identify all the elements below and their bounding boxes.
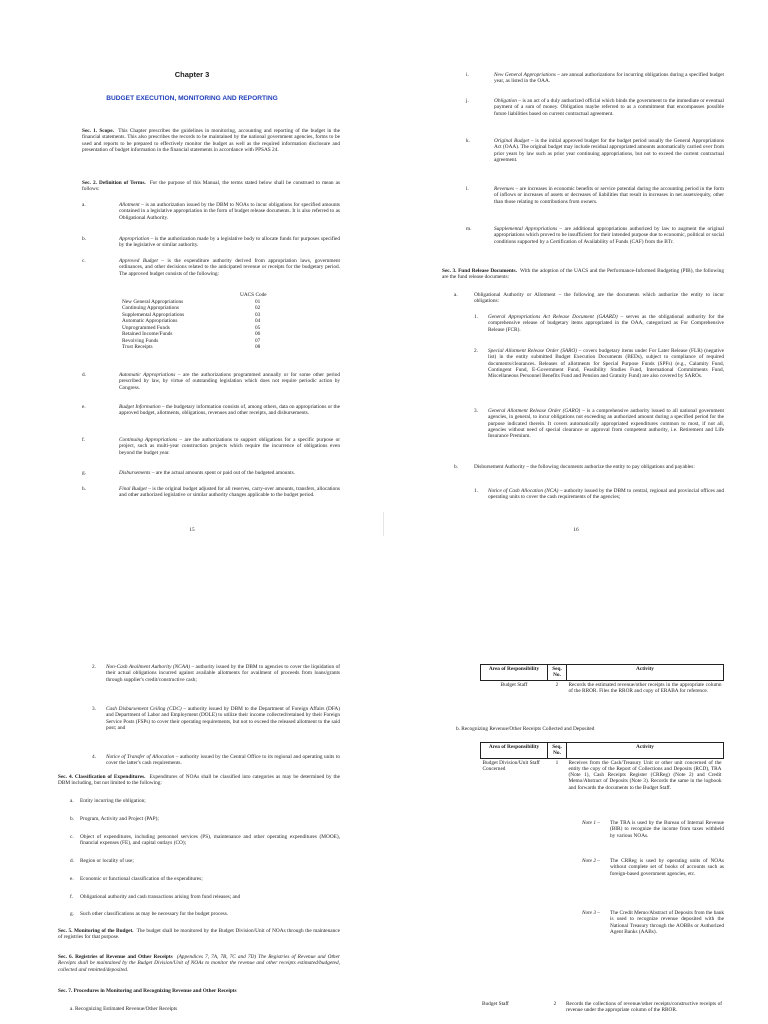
definition-label: k.	[466, 138, 470, 144]
item-label: 4.	[92, 754, 96, 760]
definition-label: f.	[82, 437, 86, 443]
item-term: Notice of Transfer of Allocation	[106, 754, 175, 760]
definition-text: – are the actual amounts spent or paid out of the budgeted amounts.	[151, 470, 295, 476]
expenditure-class-e	[70, 876, 340, 882]
table-header-row	[481, 743, 724, 759]
sec7-heading: Sec. 7. Procedures in Monitoring and Recognizing Revenue and Other Receipts	[58, 988, 237, 994]
header-activity: Activity	[567, 743, 724, 759]
definition-label: a.	[82, 202, 86, 208]
item-term: Non-Cash Availment Authority (NCAA)	[106, 664, 190, 670]
definition-term: Budget Information	[119, 404, 161, 410]
definition-text: – is the original budget adjusted for all reserves, carry-over amounts, transfers, allocations and other authorized legislative or similar authority changes applicable to the budget period.	[119, 486, 340, 499]
definition-text: – are the authorizations programmed annually or for some other period prescribed by law, by virtue of outstanding legislation which does not require periodic action by Congress.	[119, 372, 340, 391]
definition-term: Appropriation	[119, 236, 150, 242]
item-text: – authority issued by the DBM to central, regional and provincial offices and operating units to cover the cash requirements of the agencies;	[488, 488, 725, 501]
definition-term: Approved Budget	[119, 258, 158, 264]
definition-label: d.	[82, 372, 86, 378]
definition-text: – is an act of a duly authorized official which binds the government to the immediate or eventual payment of a sum of money. Obligation maybe referred to as a commitment that encompasses possible future liabilities based on current contractual agreement.	[494, 98, 724, 117]
uacs-code-row: Automatic Appropriations 04	[122, 318, 261, 324]
item-term: Notice of Cash Allocation (NCA)	[488, 488, 559, 494]
table-row: Budget Division/Unit Staff Concerned 1 Receives from the Cash/Treasury Unit or other unit concerned of the entity the copy of the Report of Collections and Deposits (RCD), TRA (Note 1), Cash Receipts Register (CRReg) (Note 2) and Credit Memo/Abstract of Deposits (Note 3). Records the same in the logbook and forwards the documents to the Budget Staff.	[482, 759, 722, 791]
definition-text: – the budgetary information consists of, among others, data on appropriations or the approved budget, allotments, obligations, revenues and other receipts, and disbursements.	[119, 404, 340, 417]
sec3-paragraph	[442, 268, 724, 281]
fund-doc-saro	[474, 348, 724, 379]
item-text: – authority issued by the DBM to agencies to cover the liquidation of their actual obligations incurred against available allotments for availment of proceeds from loans/grants through supplier's credit/constructive cash;	[106, 664, 340, 683]
item-text: Obligational Authority or Allotment – the following are the documents which authorize the entity to incur obligations:	[474, 292, 724, 305]
definition-j	[466, 98, 724, 117]
definition-d	[82, 372, 340, 391]
activity-table-recording	[480, 1000, 724, 1015]
definition-term: Final Budget	[119, 486, 147, 492]
sec4-text: Expenditures of NOAs shall be classified into categories as may be determined by the DBM including, but not limited to the following:	[58, 774, 340, 787]
definition-l	[466, 186, 724, 205]
definition-m	[466, 226, 724, 245]
item-label: b.	[70, 816, 74, 822]
definition-text: – is an authorization issued by the DBM to NOAs to incur obligations for specified amounts contained in a legislative appropriation in the form of budget release documents. It is also referred to as Obligational Authority.	[119, 202, 340, 221]
item-text: – is a comprehensive authority issued to all national government agencies, in general, to incur obligations not exceeding an authorized amount during a specified period for the purpose indicated therein. It covers automatically appropriated expenditures common to most, if not all, agencies without need of special clearance or approval from competent authority, i.e. Retirement and Life Insurance Premium.	[488, 408, 725, 440]
disbursement-doc-ncaa	[92, 664, 340, 683]
item-text: Obligational authority and cash transactions arising from fund releases; and	[80, 894, 241, 900]
definition-i	[466, 72, 724, 85]
sec5-paragraph	[58, 928, 340, 941]
item-text: Disbursement Authority – the following documents authorize the entity to pay obligations and payables:	[474, 464, 695, 470]
header-area: Area of Responsibility	[481, 743, 548, 759]
expenditure-class-g	[70, 911, 340, 917]
item-text: Program, Activity and Project (PAP);	[80, 816, 159, 822]
uacs-code-header: UACS Code	[240, 292, 267, 298]
note-2	[582, 858, 724, 877]
sec6-heading: Sec. 6. Registries of Revenue and Other Receipts	[58, 954, 173, 960]
expenditure-class-c	[70, 834, 340, 847]
uacs-code-row: Continuing Appropriations 02	[122, 305, 261, 311]
note-text: The TRA is used by the Bureau of Internal Revenue (BIR) to recognize the income from taxes withheld by various NOAs.	[610, 820, 724, 839]
item-label: c.	[70, 834, 74, 840]
definition-term: Disbursements	[119, 470, 151, 476]
sec3-text: With the adoption of the UACS and the Performance-Informed Budgeting (PIB), the following are the fund release documents:	[442, 268, 724, 281]
header-seq: Seq. No.	[548, 665, 567, 681]
definition-k	[466, 138, 724, 163]
sec2-paragraph	[82, 180, 340, 193]
definition-label: g.	[82, 470, 86, 476]
item-text: – authority issued by DBM to the Department of Foreign Affairs (DFA) and Department of Labor and Employment (DOLE) to utilize their income collected/retained by their Foreign Service Posts (FSPs) to cover their operating requirements, but not to exceed the released allotment to the said post; and	[106, 706, 340, 731]
definition-text: – is the authorization made by a legislative body to allocate funds for purposes specified by the legislative or similar authority.	[119, 236, 341, 249]
disbursement-doc-nta	[92, 754, 340, 767]
sec4-heading: Sec. 4. Classification of Expenditures.	[58, 774, 146, 780]
document-page-15	[0, 0, 384, 512]
definition-term: Automatic Appropriations	[119, 372, 176, 378]
chapter-title: BUDGET EXECUTION, MONITORING AND REPORTING	[106, 95, 278, 102]
definition-term: New General Appropriations	[494, 72, 556, 78]
definition-b	[82, 236, 340, 249]
item-term: General Allotment Release Order (GARO)	[488, 408, 581, 414]
uacs-code-list	[122, 292, 282, 351]
sec1-heading: Sec. 1. Scope.	[82, 128, 114, 134]
definition-label: m.	[466, 226, 472, 232]
item-label: g.	[70, 911, 74, 917]
expenditure-class-d	[70, 858, 340, 864]
item-label: 3.	[474, 408, 478, 414]
item-text: Object of expenditures, including personnel services (PS), maintenance and other operating expenditures (MOOE), financial expenses (FE), and capital outlays (CO);	[80, 834, 340, 847]
expenditure-class-f	[70, 894, 340, 900]
item-text: Entity incurring the obligation;	[80, 798, 146, 804]
header-area: Area of Responsibility	[481, 665, 548, 681]
definition-text: – are additional appropriations authorized by law to augment the original appropriations which proved to be insufficient for their intended purpose due to economic, political or social conditions supported by a Certification of Availability of Funds (CAF) from the BTr.	[494, 226, 724, 245]
item-text: – authority issued by the Central Office to its regional and operating units to cover the latter's cash requirements.	[106, 754, 341, 767]
definition-h	[82, 486, 340, 499]
note-text: The CRReg is used by operating units of NOAs without complete set of books of accounts such as foreign-based government agencies, etc.	[610, 858, 724, 877]
sec5-heading: Sec. 5. Monitoring of the Budget.	[58, 928, 134, 934]
definition-a	[82, 202, 340, 221]
definition-label: c.	[82, 258, 86, 264]
item-label: a.	[454, 292, 458, 298]
uacs-code-row: Retained Income/Funds 06	[122, 331, 261, 337]
item-label: 1.	[474, 314, 478, 320]
table-header-row	[481, 665, 724, 681]
page-number-15: 15	[189, 527, 195, 533]
definition-c	[82, 258, 340, 277]
table-row: Budget Staff 2 Records the estimated revenue/other receipts in the appropriate column of the RROR. Files the RROR and copy of ERABA for reference.	[500, 681, 722, 694]
item-label: e.	[70, 876, 74, 882]
item-term: General Appropriations Act Release Document (GAARD)	[488, 314, 618, 320]
definition-text: – are the authorizations to support obligations for a specific purpose or project, such as multi-year construction projects which require the incurrence of obligations even beyond the budget year.	[119, 437, 341, 456]
sec1-text: This Chapter prescribes the guidelines in monitoring, accounting and reporting of the budget in the financial statements. This also prescribes the records to be maintained by the national government agencies, forms to be used and reports to be prepared to effectively monitor the budget as well as the required information disclosure and presentation of budget information in the financial statements in accordance with PPSAS 24.	[82, 128, 340, 153]
expenditure-class-b	[70, 816, 340, 822]
disbursement-doc-cdc	[92, 706, 340, 731]
note-1	[582, 820, 724, 839]
sec2-text: For the purpose of this Manual, the terms stated below shall be construed to mean as follows:	[82, 180, 341, 193]
definition-f	[82, 437, 340, 456]
definition-label: i.	[466, 72, 469, 78]
uacs-code-row: Unprogrammed Funds 05	[122, 324, 261, 331]
definition-label: j.	[466, 98, 469, 104]
item-label: 3.	[92, 706, 96, 712]
item-label: 2.	[92, 664, 96, 670]
item-text: Region or locality of use;	[80, 858, 134, 864]
fund-doc-gaard	[474, 314, 724, 333]
header-seq: Seq. No.	[548, 743, 567, 759]
uacs-code-row: New General Appropriations 01	[122, 298, 261, 305]
uacs-code-row: Revolving Funds 07	[122, 337, 261, 344]
item-label: f.	[70, 894, 74, 900]
item-text: – serves as the obligational authority for the comprehensive release of budgetary items appropriated in the OAA, categorized as For Comprehensive Release (FCR).	[488, 314, 724, 333]
activity-table-estimated	[480, 664, 724, 695]
item-label: a.	[70, 798, 74, 804]
note-label: Note 3 –	[582, 910, 600, 916]
sec6-text: (Appendices 7, 7A, 7B, 7C and 7D) The Registries of Revenue and Other Receipts shall be maintained by the Budget Division/Unit of NOAs to monitor the revenue and other receipts estimated/budgeted, collected and remitted/deposited.	[58, 954, 340, 973]
item-text: – covers budgetary items under For Later Release (FLR) (negative list) in the entity submitted Budget Execution Documents (BEDs), subject to compliance of required documents/clearances. Releases of allotments for Special Purpose Funds (SPFs) (e.g., Calamity Fund, Contingent Fund, E-Government Fund, Feasibility Studies Fund, International Commitments Fund, Miscellaneous Personnel Benefits Fund and Pension and Gratuity Fund) are also covered by SAROs.	[488, 348, 724, 380]
expenditure-class-a	[70, 798, 340, 804]
definition-g	[82, 470, 340, 476]
definition-text: – is the expenditure authority derived from appropriation laws, government ordinances, and other decisions related to the anticipated revenue or receipts for the budgetary period. The approved budget consists of the following:	[119, 258, 340, 277]
definition-e	[82, 404, 340, 417]
sec4-paragraph	[58, 774, 340, 787]
document-page-18	[384, 536, 768, 1024]
definition-label: l.	[466, 186, 469, 192]
fund-doc-garo	[474, 408, 724, 439]
definition-text: – are annual authorizations for incurring obligations during a specified budget year, as listed in the OAA.	[494, 72, 724, 85]
chapter-heading: Chapter 3	[174, 70, 210, 79]
item-label: 2.	[474, 348, 478, 354]
document-page-17	[0, 536, 384, 1024]
item-label: d.	[70, 858, 74, 864]
definition-label: b.	[82, 236, 86, 242]
table-row: Budget Staff 2 Records the collections of revenue/other receipts/constructive receipts of revenue under the appropriate column of the RROR.	[482, 1001, 722, 1014]
disbursement-authority-item	[454, 464, 724, 470]
sec7-item-a: a. Recognizing Estimated Revenue/Other Receipts	[70, 1006, 178, 1012]
section-b-heading: b. Recognizing Revenue/Other Receipts Collected and Deposited	[456, 726, 595, 732]
note-text: The Credit Memo/Abstract of Deposits from the bank is used to recognize revenue deposited with the National Treasury through the AOBBs or Authorized Agent Banks (AABs).	[610, 910, 725, 935]
uacs-code-row: Supplemental Appropriations 03	[122, 311, 261, 318]
sec1-paragraph	[82, 128, 340, 153]
definition-text: – is the initial approved budget for the budget period usually the General Appropriations Act (OAA). The original budget may include residual appropriated amounts automatically carried over from prior years by law such as prior year continuing appropriations, but not to exceed the current contractual agreement.	[494, 138, 724, 163]
uacs-code-row: Trust Receipts 08	[122, 344, 261, 350]
item-term: Cash Disbursement Ceiling (CDC)	[106, 706, 182, 712]
item-term: Special Allotment Release Order (SARO)	[488, 348, 577, 354]
definition-term: Continuing Appropriations	[119, 437, 178, 443]
sec6-paragraph	[58, 954, 340, 973]
sec5-text: The budget shall be monitored by the Budget Division/Unit of NOAs through the maintenance of registries for that purpose.	[58, 928, 340, 941]
item-text: Economic or functional classification of the expenditures;	[80, 876, 203, 882]
sec2-heading: Sec. 2. Definition of Terms.	[82, 180, 146, 186]
header-activity: Activity	[567, 665, 724, 681]
definition-term: Allotment	[119, 202, 140, 208]
sec3-heading: Sec. 3. Fund Release Documents.	[442, 268, 517, 274]
note-label: Note 1 –	[582, 820, 600, 826]
document-page-16	[384, 0, 768, 512]
definition-label: h.	[82, 486, 86, 492]
definition-text: – are increases in economic benefits or service potential during the accounting period in the form of inflows or increases of assets or decreases of liabilities that result in increases in net assets/equity, other than those relating to contributions from owners.	[494, 186, 724, 205]
note-3	[582, 910, 724, 935]
note-label: Note 2 –	[582, 858, 600, 864]
obligational-authority-item	[454, 292, 724, 305]
page-number-16: 16	[573, 527, 579, 533]
fund-doc-nca	[474, 488, 724, 501]
definition-term: Obligation	[494, 98, 517, 104]
definition-term: Original Budget	[494, 138, 530, 144]
item-label: b.	[454, 464, 458, 470]
item-text: Such other classifications as may be necessary for the budget process.	[80, 911, 229, 917]
item-label: 1.	[474, 488, 478, 494]
activity-table-collected	[480, 742, 724, 792]
definition-label: e.	[82, 404, 86, 410]
definition-term: Revenues	[494, 186, 514, 192]
definition-term: Supplemental Appropriations	[494, 226, 558, 232]
